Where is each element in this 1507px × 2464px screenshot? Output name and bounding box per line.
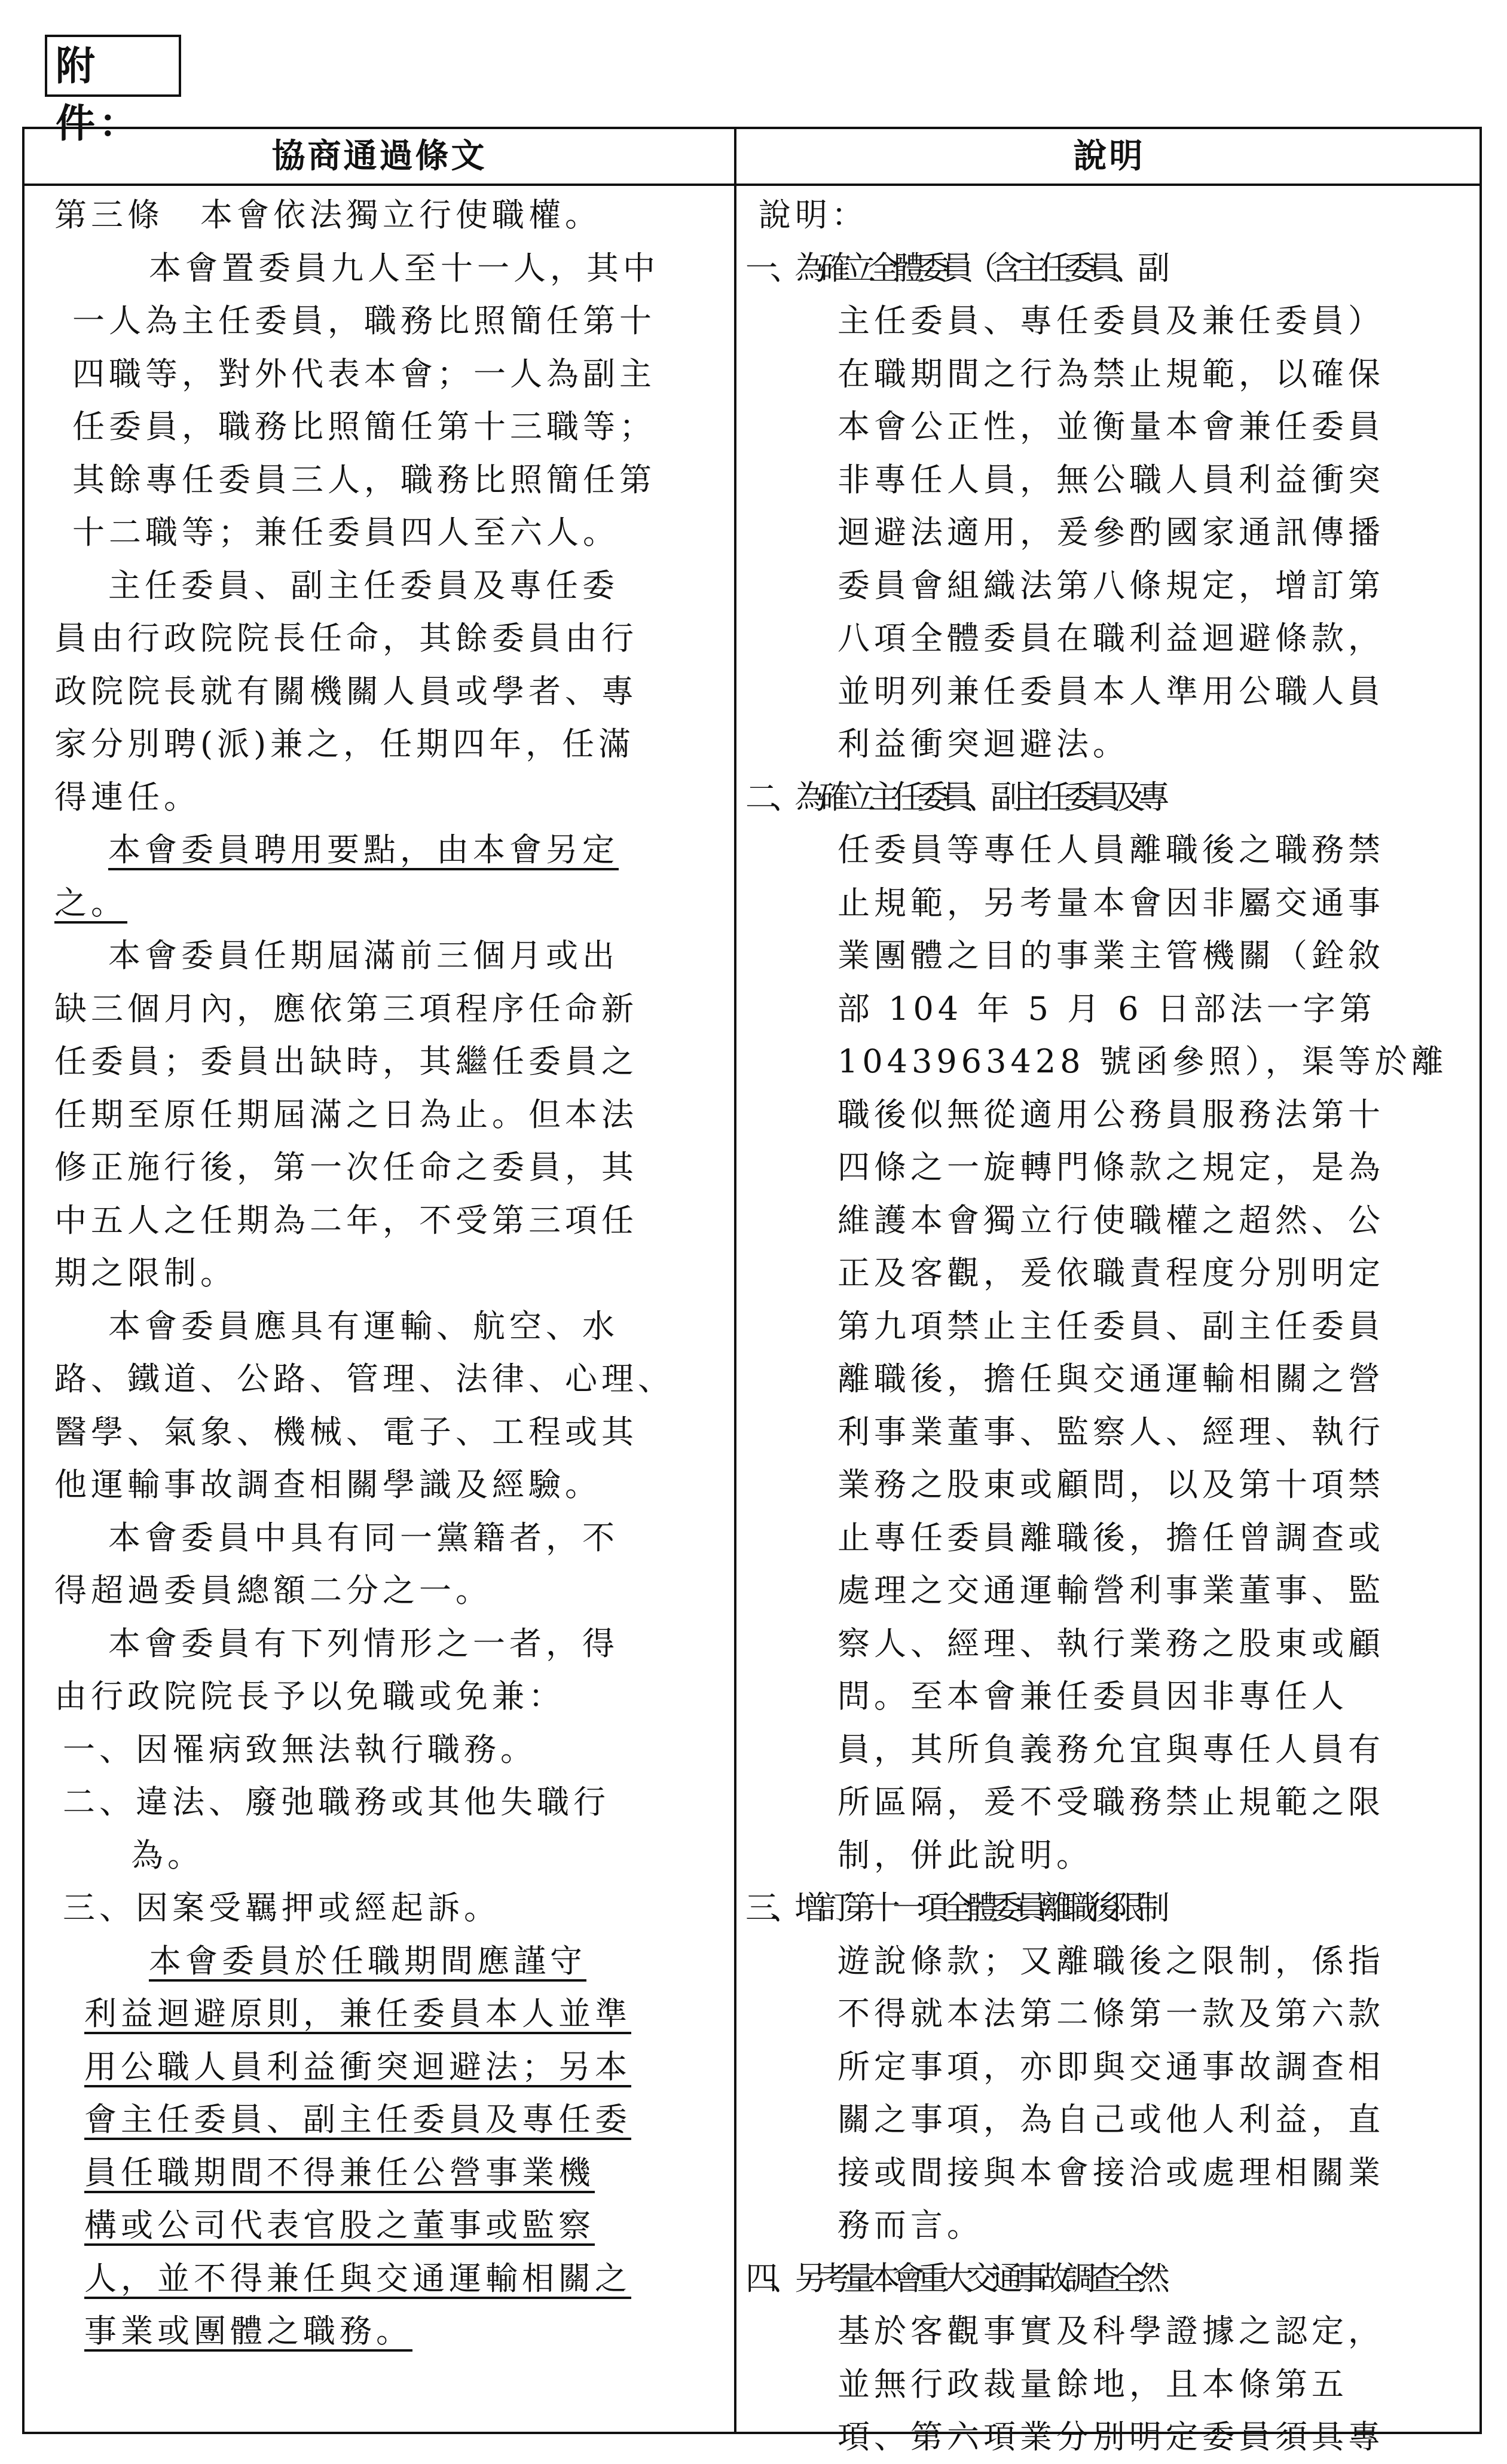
article-line: 路、鐵道、公路、管理、法律、心理、 bbox=[54, 1360, 674, 1398]
explanation-line: 止專任委員離職後，擔任曾調查或 bbox=[837, 1518, 1384, 1557]
explanation-line: 維護本會獨立行使職權之超然、公 bbox=[837, 1201, 1384, 1239]
article-line: 三、因案受羈押或經起訴。 bbox=[63, 1889, 500, 1927]
article-line: 用公職人員利益衝突迴避法；另本 bbox=[84, 2047, 631, 2086]
explanation-line: 所區隔，爰不受職務禁止規範之限 bbox=[837, 1783, 1384, 1821]
article-line: 四職等，對外代表本會；一人為副主 bbox=[72, 354, 656, 393]
explanation-line: 四、另考量本會重大交通事故調查全然 bbox=[745, 2259, 1162, 2297]
explanation-line: 迴避法適用，爰參酌國家通訊傳播 bbox=[837, 513, 1384, 551]
explanation-line: 在職期間之行為禁止規範，以確保 bbox=[837, 354, 1384, 393]
explanation-column bbox=[745, 189, 1470, 2464]
explanation-line: 利益衝突迴避法。 bbox=[837, 725, 1129, 763]
explanation-line: 接或間接與本會接洽或處理相關業 bbox=[837, 2153, 1384, 2191]
article-line: 會主任委員、副主任委員及專任委 bbox=[84, 2101, 631, 2138]
article-line: 事業或團體之職務。 bbox=[84, 2312, 412, 2350]
article-line: 任委員；委員出缺時，其繼任委員之 bbox=[54, 1043, 638, 1080]
article-line: 一、因罹病致無法執行職務。 bbox=[63, 1730, 537, 1768]
article-line: 醫學、氣象、機械、電子、工程或其 bbox=[54, 1413, 638, 1451]
article-line: 中五人之任期為二年，不受第三項任 bbox=[54, 1201, 638, 1239]
explanation-line: 問。至本會兼任委員因非專任人 bbox=[837, 1677, 1348, 1715]
explanation-line: 說明： bbox=[759, 196, 868, 234]
explanation-line: 1043963428 號函參照），渠等於離 bbox=[837, 1043, 1448, 1080]
explanation-line: 基於客觀事實及科學證據之認定， bbox=[837, 2312, 1384, 2350]
article-line: 第三條 本會依法獨立行使職權。 bbox=[54, 196, 601, 234]
explanation-line: 離職後，擔任與交通運輸相關之營 bbox=[837, 1360, 1384, 1398]
explanation-line: 員，其所負義務允宜與專任人員有 bbox=[837, 1730, 1384, 1768]
explanation-line: 第九項禁止主任委員、副主任委員 bbox=[837, 1307, 1384, 1345]
article-line: 主任委員、副主任委員及專任委 bbox=[108, 566, 619, 604]
article-line: 一人為主任委員，職務比照簡任第十 bbox=[72, 302, 656, 340]
explanation-line: 察人、經理、執行業務之股東或顧 bbox=[837, 1624, 1384, 1662]
header-agreed-articles: 協商通過條文 bbox=[271, 136, 487, 176]
article-line: 構或公司代表官股之董事或監察 bbox=[84, 2206, 595, 2244]
article-line: 本會置委員九人至十一人，其中 bbox=[149, 249, 659, 287]
article-line: 本會委員有下列情形之一者，得 bbox=[108, 1624, 619, 1662]
explanation-line: 制，併此說明。 bbox=[837, 1836, 1093, 1874]
article-line: 本會委員中具有同一黨籍者，不 bbox=[108, 1518, 619, 1557]
article-line: 人，並不得兼任與交通運輸相關之 bbox=[84, 2259, 631, 2297]
explanation-line: 止規範，另考量本會因非屬交通事 bbox=[837, 884, 1384, 922]
explanation-line: 部 104 年 5 月 6 日部法一字第 bbox=[837, 989, 1376, 1028]
explanation-line: 職後似無從適用公務員服務法第十 bbox=[837, 1095, 1384, 1133]
article-line: 本會委員聘用要點，由本會另定 bbox=[108, 831, 619, 869]
attachment-label: 附件： bbox=[45, 35, 181, 97]
explanation-line: 八項全體委員在職利益迴避條款， bbox=[837, 619, 1384, 657]
comparison-table bbox=[22, 127, 1482, 2456]
article-line: 任委員，職務比照簡任第十三職等； bbox=[72, 408, 656, 445]
article-line: 修正施行後，第一次任命之委員，其 bbox=[54, 1148, 638, 1186]
article-line: 由行政院院長予以免職或免兼： bbox=[54, 1677, 565, 1715]
explanation-line: 本會公正性，並衡量本會兼任委員 bbox=[837, 408, 1384, 445]
article-line: 為。 bbox=[131, 1836, 204, 1874]
article-line: 期之限制。 bbox=[54, 1254, 237, 1292]
article-line: 本會委員於任職期間應謹守 bbox=[149, 1942, 586, 1980]
explanation-line: 二、為確立主任委員、副主任委員及專 bbox=[745, 778, 1162, 816]
explanation-line: 處理之交通運輸營利事業董事、監 bbox=[837, 1572, 1384, 1609]
article-line: 他運輸事故調查相關學識及經驗。 bbox=[54, 1466, 601, 1503]
article-line: 利益迴避原則，兼任委員本人並準 bbox=[84, 1995, 631, 2032]
article-line: 員任職期間不得兼任公營事業機 bbox=[84, 2153, 595, 2191]
explanation-line: 任委員等專任人員離職後之職務禁 bbox=[837, 831, 1384, 869]
explanation-line: 四條之一旋轉門條款之規定，是為 bbox=[837, 1148, 1384, 1186]
explanation-line: 一、為確立全體委員（含主任委員、副 bbox=[745, 249, 1162, 287]
article-line: 十二職等；兼任委員四人至六人。 bbox=[72, 513, 619, 551]
article-line: 缺三個月內，應依第三項程序任命新 bbox=[54, 989, 638, 1028]
explanation-line: 不得就本法第二條第一款及第六款 bbox=[837, 1995, 1384, 2032]
explanation-line: 項、第六項業分別明定委員須具專 bbox=[837, 2418, 1384, 2456]
header-explanation: 說明 bbox=[1073, 136, 1145, 176]
article-line: 政院院長就有關機關人員或學者、專 bbox=[54, 672, 638, 710]
article-line: 家分別聘(派)兼之，任期四年，任滿 bbox=[54, 725, 635, 763]
article-line: 員由行政院院長任命，其餘委員由行 bbox=[54, 619, 638, 657]
explanation-line: 利事業董事、監察人、經理、執行 bbox=[837, 1413, 1384, 1451]
header-rule bbox=[25, 184, 1480, 186]
article-line: 之。 bbox=[54, 884, 127, 922]
explanation-line: 三、增訂第十一項全體委員離職後限制 bbox=[745, 1889, 1162, 1927]
explanation-line: 業團體之目的事業主管機關（銓敘 bbox=[837, 937, 1384, 974]
explanation-line: 關之事項，為自己或他人利益，直 bbox=[837, 2101, 1384, 2138]
article-line: 得超過委員總額二分之一。 bbox=[54, 1572, 492, 1609]
article-line: 得連任。 bbox=[54, 778, 200, 816]
explanation-line: 遊說條款；又離職後之限制，係指 bbox=[837, 1942, 1384, 1980]
article-line: 其餘專任委員三人，職務比照簡任第 bbox=[72, 460, 656, 499]
article-text-column bbox=[54, 189, 718, 2358]
explanation-line: 正及客觀，爰依職責程度分別明定 bbox=[837, 1254, 1384, 1292]
explanation-line: 並無行政裁量餘地，且本條第五 bbox=[837, 2365, 1348, 2403]
explanation-line: 並明列兼任委員本人準用公職人員 bbox=[837, 672, 1384, 710]
article-line: 任期至原任期屆滿之日為止。但本法 bbox=[54, 1095, 638, 1133]
column-divider bbox=[734, 129, 736, 2432]
article-line: 二、違法、廢弛職務或其他失職行 bbox=[63, 1783, 610, 1821]
explanation-line: 非專任人員，無公職人員利益衝突 bbox=[837, 460, 1384, 499]
explanation-line: 業務之股東或顧問，以及第十項禁 bbox=[837, 1466, 1384, 1503]
explanation-line: 所定事項，亦即與交通事故調查相 bbox=[837, 2047, 1384, 2086]
article-line: 本會委員任期屆滿前三個月或出 bbox=[108, 937, 619, 974]
explanation-line: 委員會組織法第八條規定，增訂第 bbox=[837, 566, 1384, 604]
explanation-line: 務而言。 bbox=[837, 2206, 983, 2244]
article-line: 本會委員應具有運輸、航空、水 bbox=[108, 1307, 619, 1345]
explanation-line: 主任委員、專任委員及兼任委員） bbox=[837, 302, 1384, 340]
